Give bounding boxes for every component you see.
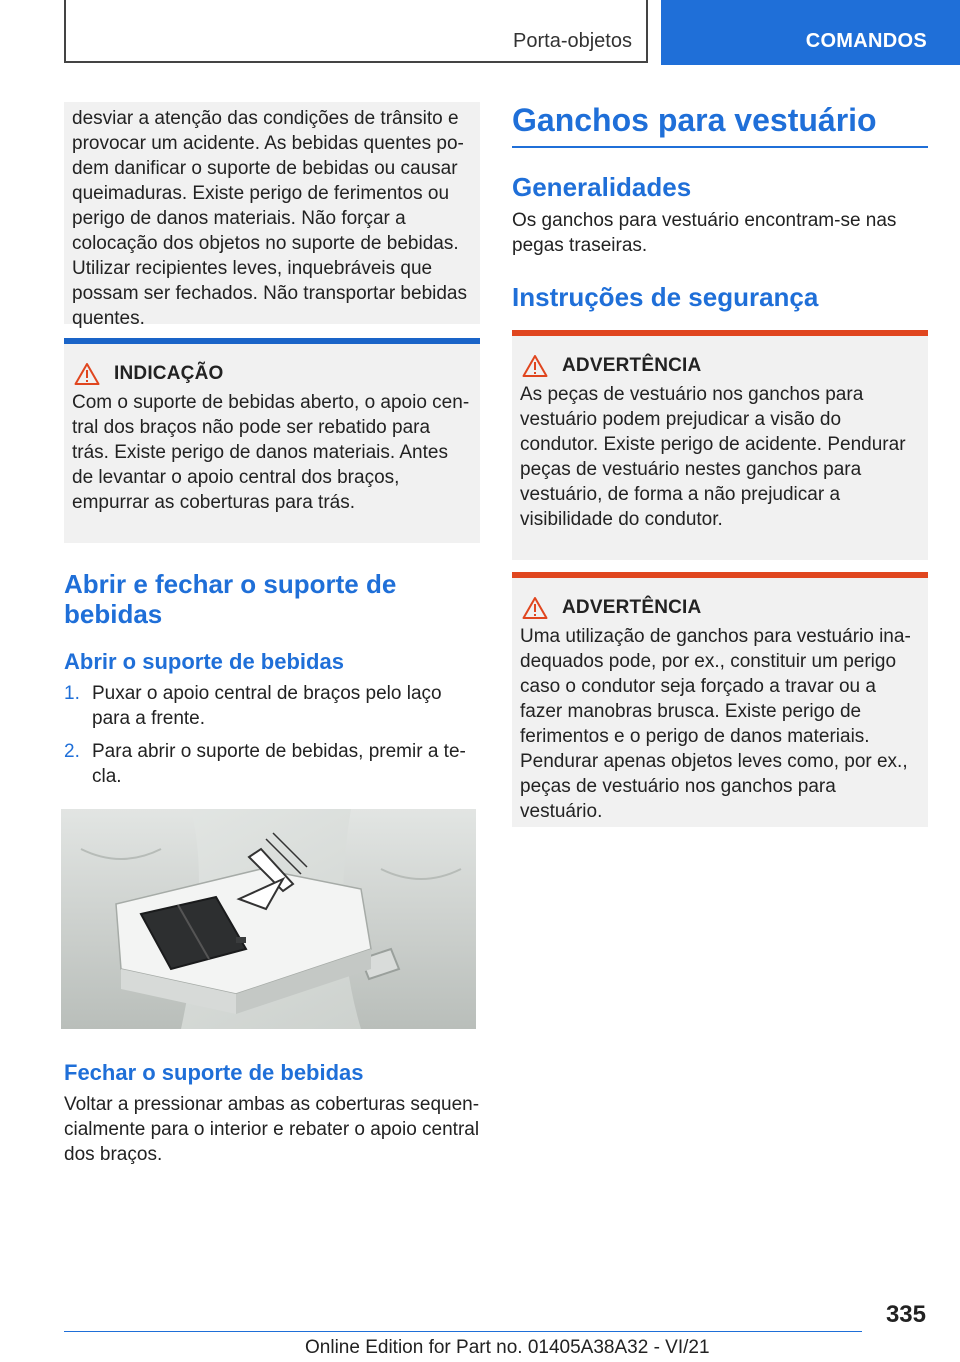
page-title-clothes-hooks: Ganchos para vestuário [512, 102, 877, 138]
warning-text: As peças de vestuário nos ganchos para vestuário podem prejudicar a visão do condutor. Existe perigo de acidente. Pendurar peças de vestuário nestes ganchos para vestuário, de forma a não prejudicar a visibilidade do condutor. [520, 384, 906, 530]
armrest-illustration [61, 809, 476, 1029]
warning-title: ADVERTÊNCIA [562, 597, 702, 618]
safety-title: Instruções de segurança [512, 282, 819, 312]
section-title-drink-holder: Abrir e fechar o suporte de bebidas [64, 569, 397, 629]
notice-title: INDICAÇÃO [114, 363, 224, 384]
general-text: Os ganchos para vestuário encontram-se nas pegas traseiras. [512, 210, 897, 256]
right-column [512, 102, 928, 827]
subsection-close-title: Fechar o suporte de bebidas [64, 1060, 364, 1085]
warning-box-1 [512, 330, 928, 560]
warning-title: ADVERTÊNCIA [562, 355, 702, 376]
warning-triangle-icon [74, 362, 100, 386]
left-column [64, 102, 480, 797]
warning-text: Uma utilização de ganchos para vestuário inadequados pode, por ex., constituir um perigo caso o condutor seja forçado a travar ou a fazer manobras brusca. Existe perigo de ferimentos e o perigo de danos materiais. Pendurar apenas objetos leves como, por ex., peças de vestuário nos ganchos para vestuário. [520, 626, 911, 822]
warning-header [522, 596, 920, 620]
close-section [64, 1060, 480, 1167]
notice-box [64, 338, 480, 543]
header-section-label: Porta-objetos [513, 30, 632, 52]
footer-edition: Online Edition for Part no. 01405A38A32 - VI/21 [305, 1337, 710, 1358]
title-rule [512, 146, 928, 148]
header-chapter-label: COMANDOS [805, 30, 927, 52]
notice-text: Com o suporte de bebidas aberto, o apoio central dos braços não pode ser rebatido para trás. Existe perigo de danos materiais. Antes de levantar o apoio central dos braços, empurrar as coberturas para trás. [72, 392, 470, 513]
subsection-open-title: Abrir o suporte de bebidas [64, 649, 344, 674]
step-number: 2. [64, 741, 80, 762]
footer-rule [64, 1331, 862, 1332]
list-item [64, 681, 480, 731]
warning-header [522, 354, 920, 378]
continued-warning-text: desviar a atenção das condições de trânsito e provocar um acidente. As bebidas quentes podem danificar o suporte de bebidas ou causar queimaduras. Existe perigo de ferimentos ou perigo de danos materiais. Não forçar a colocação dos objetos no suporte de bebidas. Utilizar recipientes leves, inquebráveis que possam ser fechados. Não transportar bebidas quentes. [72, 108, 467, 329]
armrest-cupholder-photo [61, 809, 476, 1029]
list-item [64, 739, 480, 789]
step-number: 1. [64, 683, 80, 704]
open-steps-list [64, 681, 480, 789]
continued-warning-box [64, 102, 480, 329]
warning-triangle-icon [522, 354, 548, 378]
warning-box-2 [512, 572, 928, 827]
header-chapter-tab [661, 0, 960, 65]
notice-header [74, 362, 472, 386]
general-title: Generalidades [512, 172, 692, 202]
step-text: Para abrir o suporte de bebidas, premir a tecla. [92, 741, 466, 787]
header-section-tab [64, 0, 648, 63]
page-number: 335 [885, 1301, 926, 1328]
warning-triangle-icon [522, 596, 548, 620]
step-text: Puxar o apoio central de braços pelo laço para a frente. [92, 683, 442, 729]
close-text: Voltar a pressionar ambas as coberturas sequencialmente para o interior e rebater o apoio central dos braços. [64, 1094, 480, 1165]
